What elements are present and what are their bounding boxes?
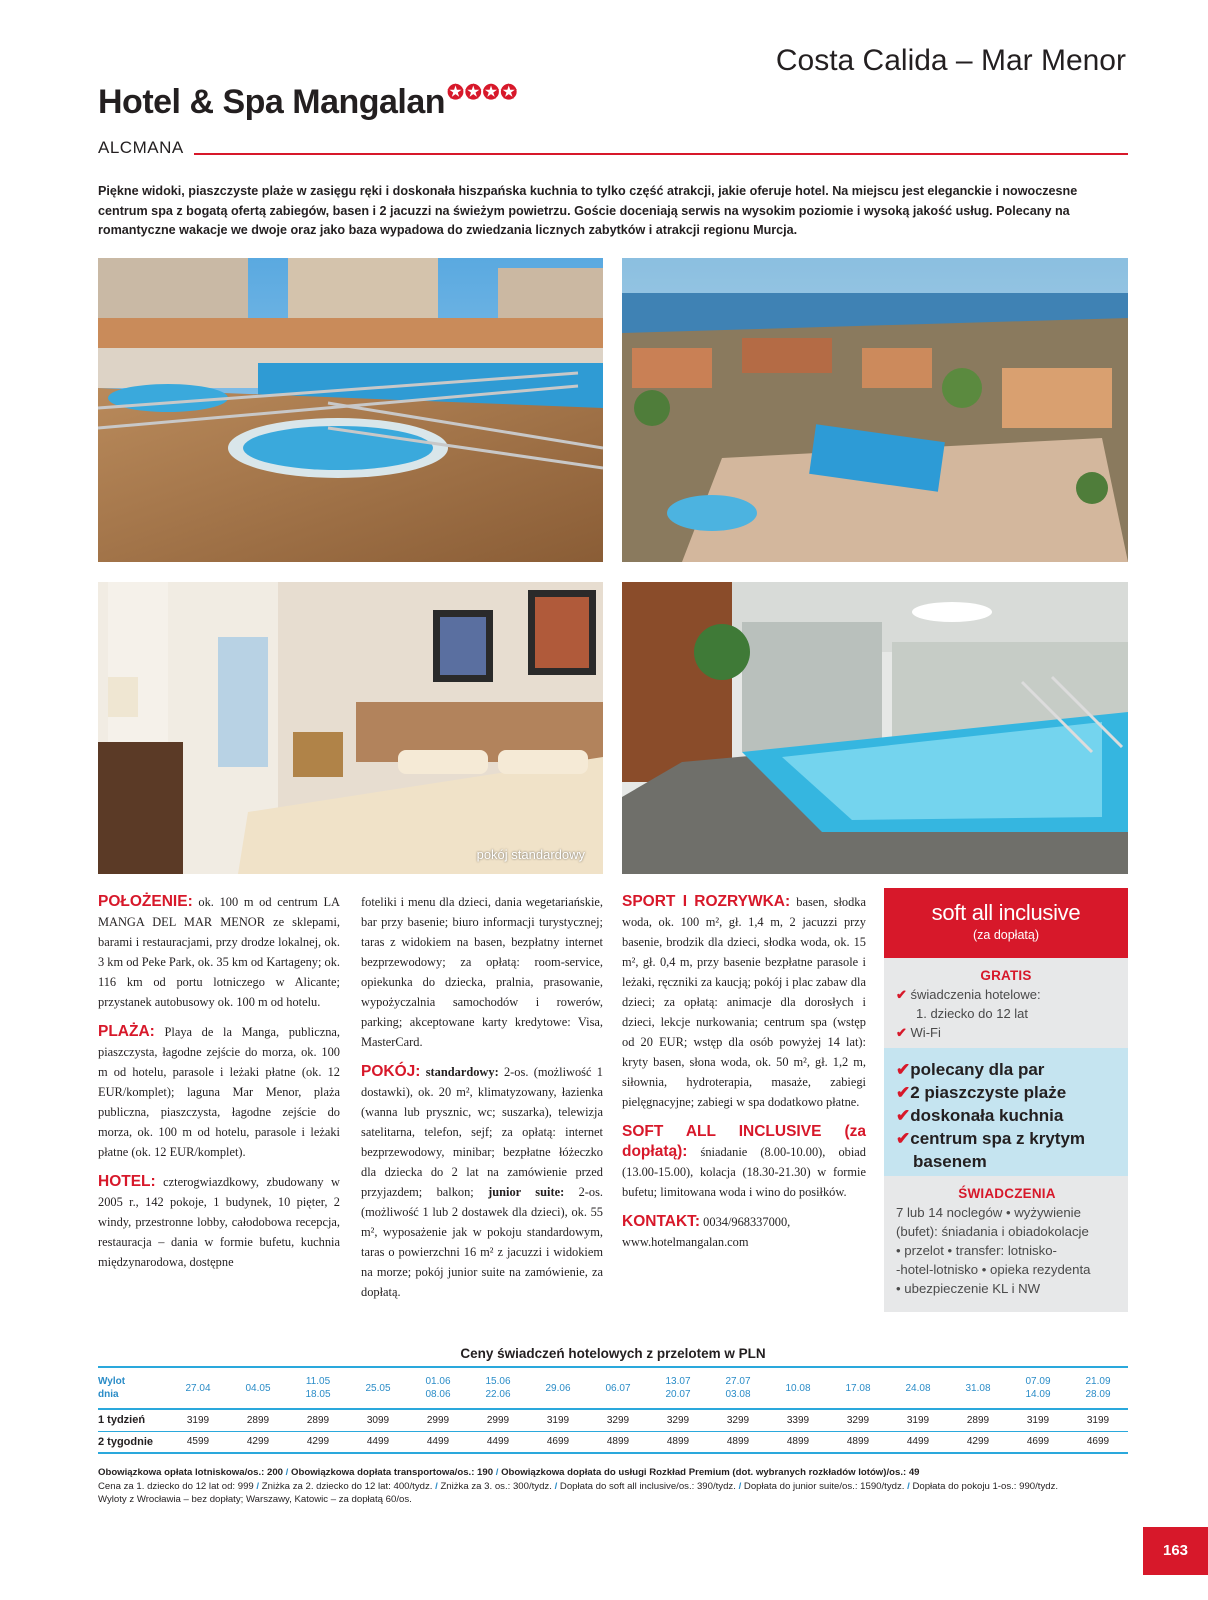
text-column-1: [98, 892, 340, 1282]
services-line: -hotel-lotnisko • opieka rezydenta: [896, 1262, 1091, 1277]
notes-line-2: Cena za 1. dziecko do 12 lat od: 999 / Zniżka za 2. dziecko do 12 lat: 400/tydz. / Zniżka za 3. os.: 300/tydz. / Dopłata do soft all inclusive/os.: 390/tydz. / Dopłata do junior suite/os.: 1590/tydz. / Dopłata do pokoju 1-os.: 990/tydz.: [98, 1480, 1059, 1492]
check-icon: ✔: [896, 1060, 911, 1079]
room-junior-label: junior suite:: [488, 1185, 565, 1199]
standard-room-photo: [98, 582, 603, 874]
hotel-heading: HOTEL:: [98, 1173, 156, 1190]
contact-heading: KONTAKT:: [622, 1213, 701, 1230]
services-line: (bufet): śniadania i obiadokolacje: [896, 1224, 1089, 1239]
price-cell: 3399: [786, 1414, 810, 1426]
services-heading: ŚWIADCZENIA: [958, 1186, 1056, 1201]
date-header: 27.04: [185, 1382, 211, 1394]
date-header: 13.07 20.07: [665, 1376, 691, 1400]
text-column-3: [622, 892, 866, 1262]
check-icon: ✔: [896, 987, 907, 1002]
price-cell: 3299: [726, 1414, 750, 1426]
region-heading: Costa Calida – Mar Menor: [775, 44, 1126, 77]
price-cell: 4699: [546, 1436, 570, 1448]
check-icon: ✔: [896, 1083, 911, 1102]
notes-line-3: Wyloty z Wrocławia – bez dopłaty; Warszawy, Katowic – za dopłatą 60/os.: [98, 1494, 412, 1505]
date-header: 10.08: [785, 1382, 811, 1394]
sport-text: basen, słodka woda, ok. 100 m², gł. 1,4 m, 2 jacuzzi przy basenie, brodzik dla dzieci, słodka woda, ok. 15 m², gł. 0,4 m, przy basenie bezpłatne parasole i leżaki, ręczniki za kaucją; pokój i plac zabaw dla dzieci; za opłatą: animacje dla dorosłych i dzieci, lekcje nurkowania; centrum spa (wstęp od 20 EUR; wstęp dla osób powyżej 14 lat): kryty basen, słona woda, ok. 50 m², gł. 1,2 m, siłownia, hydroterapia, masaże, zabiegi pielęgnacyjne; zabiegi w spa dodatkowo płatne.: [622, 895, 866, 1109]
price-cell: 2999: [486, 1414, 510, 1426]
spa-pool-photo: [622, 582, 1128, 874]
price-cell: 4899: [726, 1436, 750, 1448]
room-standard-text: 2-os. (możliwość 1 dostawki), ok. 20 m², klimatyzowany, łazienka (wanna lub prysznic, wc; suszarka), telewizja satelitarna, telefon, sejf; za opłatą: internet bezprzewodowy, minibar; bezpłatne łóżeczko dla dziecka do 2 lat na zamówienie przed przyjazdem; balkon;: [361, 1065, 603, 1199]
feature-item-continued: basenem: [913, 1152, 987, 1171]
price-cell: 4499: [366, 1436, 390, 1448]
table-row: [98, 1409, 1128, 1431]
date-header: 25.05: [365, 1382, 391, 1394]
price-cell: 3199: [546, 1414, 570, 1426]
notes-line-1: Obowiązkowa opłata lotniskowa/os.: 200 / Obowiązkowa dopłata transportowa/os.: 190 / Obowiązkowa dopłata do usługi Rozkład Premium (dot. wybranych rozkładów lotów)/os.: 49: [98, 1467, 920, 1478]
price-cell: 3199: [1026, 1414, 1050, 1426]
intro-paragraph: Piękne widoki, piaszczyste plaże w zasięgu ręki i doskonała hiszpańska kuchnia to tylko część atrakcji, jakie oferuje hotel. Na miejscu jest eleganckie i nowoczesne centrum spa z bogatą ofertą zabiegów, basen i 2 jacuzzi na świeżym powietrzu. Goście doceniają serwis na wysokim poziomie i wysoką jakość usług. Polecany na romantyczne wakacje we dwoje oraz jako baza wypadowa do zwiedzania licznych zabytków i atrakcji regionu Murcja.: [98, 184, 1078, 237]
price-cell: 3199: [1086, 1414, 1110, 1426]
date-header: 29.06: [545, 1382, 571, 1394]
check-icon: ✔: [896, 1106, 911, 1125]
contact-phone: 0034/968337000,: [703, 1215, 791, 1229]
contact-section: [622, 1212, 866, 1252]
gratis-item: ✔ świadczenia hotelowe:: [896, 987, 1041, 1002]
page-number: 163: [1143, 1527, 1208, 1575]
price-cell: 4899: [786, 1436, 810, 1448]
price-cell: 4699: [1026, 1436, 1050, 1448]
gratis-item: 1. dziecko do 12 lat: [916, 1006, 1029, 1021]
hotel-title: [98, 80, 518, 122]
price-cell: 4299: [966, 1436, 990, 1448]
price-cell: 4899: [666, 1436, 690, 1448]
price-cell: 4499: [426, 1436, 450, 1448]
beach-text: Playa de la Manga, publiczna, piaszczysta, łagodne zejście do morza, ok. 100 m od hotelu, parasole i leżaki płatne (ok. 12 EUR/komplet); laguna Mar Menor, plaża publiczna, piaszczysta, łagodne zejście do morza, ok. 100 m od hotelu, parasole i leżaki płatne (ok. 12 EUR/komplet).: [98, 1025, 340, 1159]
box-subtitle: (za dopłatą): [972, 928, 1039, 942]
hotel-text: czterogwiazdkowy, zbudowany w 2005 r., 142 pokoje, 1 budynek, 10 pięter, 2 windy, przestronne lobby, całodobowa recepcja, restauracja – dania w formie bufetu, kuchnia międzynarodowa, dostępne: [98, 1175, 340, 1269]
hotel-continued: foteliki i menu dla dzieci, dania wegetariańskie, bar przy basenie; biuro informacji turystycznej; taras z widokiem na basen, bezpłatny internet bezprzewodowy; za opłatą: room-service, opiekunka do dziecka, pralnia, prasowanie, wypożyczalnia samochodów i rowerów, parking; akceptowane karty kredytowe: Visa, MasterCard.: [361, 895, 603, 1049]
date-header: 27.07 03.08: [725, 1376, 751, 1400]
check-icon: ✔: [896, 1025, 907, 1040]
price-cell: 3199: [186, 1414, 210, 1426]
sport-heading: SPORT I ROZRYWKA:: [622, 893, 791, 910]
room-heading: POKÓJ:: [361, 1063, 421, 1080]
price-cell: 4499: [486, 1436, 510, 1448]
price-cell: 2899: [966, 1414, 990, 1426]
feature-item: ✔centrum spa z krytym: [896, 1129, 1086, 1148]
sai-text: śniadanie (8.00-10.00), obiad (13.00-15.00), kolacja (18.30-21.30) w formie bufetu; limitowana woda i wino do posiłków.: [622, 1145, 866, 1199]
sport-section: [622, 892, 866, 1112]
box-header: [884, 888, 1128, 958]
date-header: 06.07: [605, 1382, 631, 1394]
services-panel: [884, 1176, 1128, 1312]
date-header: 11.05 18.05: [305, 1376, 331, 1400]
feature-item: ✔2 piaszczyste plaże: [896, 1083, 1067, 1102]
features-panel: [884, 1048, 1128, 1176]
price-cell: 2899: [306, 1414, 330, 1426]
sai-heading: SOFT ALL INCLUSIVE (za dopłatą):: [622, 1123, 866, 1160]
price-cell: 3299: [606, 1414, 630, 1426]
price-table: [98, 1366, 1128, 1454]
price-cell: 3099: [366, 1414, 390, 1426]
services-line: 7 lub 14 noclegów • wyżywienie: [896, 1205, 1081, 1220]
date-header: 21.09 28.09: [1085, 1376, 1111, 1400]
price-cell: 4899: [846, 1436, 870, 1448]
date-header: 17.08: [845, 1382, 871, 1394]
star-rating-icon: ✪✪✪✪: [447, 82, 519, 104]
feature-item: ✔polecany dla par: [896, 1060, 1045, 1079]
hotel-section: [98, 1172, 340, 1272]
beach-heading: PLAŻA:: [98, 1023, 155, 1040]
contact-website[interactable]: www.hotelmangalan.com: [622, 1235, 749, 1249]
gratis-item: ✔ Wi-Fi: [896, 1025, 941, 1040]
pool-deck-photo: [98, 258, 603, 562]
table-row: [98, 1431, 1128, 1453]
services-line: • przelot • transfer: lotnisko-: [896, 1243, 1057, 1258]
row-label: 1 tydzień: [98, 1414, 146, 1427]
room-photo-caption: pokój standardowy: [476, 847, 585, 862]
gratis-heading: GRATIS: [980, 968, 1032, 983]
check-icon: ✔: [896, 1129, 911, 1148]
date-header: 24.08: [905, 1382, 931, 1394]
date-header: 15.06 22.06: [485, 1376, 511, 1400]
feature-item: ✔doskonała kuchnia: [896, 1106, 1064, 1125]
hotel-name: Hotel & Spa Mangalan: [98, 83, 446, 121]
room-section: [361, 1062, 603, 1302]
date-header: 31.08: [965, 1382, 991, 1394]
price-table-title: Ceny świadczeń hotelowych z przelotem w PLN: [460, 1346, 766, 1361]
price-cell: 3199: [906, 1414, 930, 1426]
row-label: 2 tygodnie: [98, 1435, 154, 1448]
box-title: soft all inclusive: [931, 900, 1081, 925]
price-cell: 4299: [246, 1436, 270, 1448]
room-standard-label: standardowy:: [425, 1065, 499, 1079]
price-cell: 4299: [306, 1436, 330, 1448]
table-header-row: [98, 1367, 1128, 1409]
departure-header: Wylot dnia: [98, 1376, 126, 1400]
location-section: [98, 892, 340, 1012]
location-label: ALCMANA: [98, 138, 184, 157]
services-line: • ubezpieczenie KL i NW: [896, 1281, 1041, 1296]
date-header: 01.06 08.06: [425, 1376, 451, 1400]
date-header: 07.09 14.09: [1025, 1376, 1051, 1400]
price-notes: [98, 1466, 1128, 1507]
aerial-view-photo: [622, 258, 1128, 562]
price-cell: 4599: [186, 1436, 210, 1448]
price-cell: 2999: [426, 1414, 450, 1426]
beach-section: [98, 1022, 340, 1162]
header-divider: [194, 153, 1128, 155]
gratis-panel: [884, 958, 1128, 1048]
price-cell: 3299: [666, 1414, 690, 1426]
price-cell: 4499: [906, 1436, 930, 1448]
price-cell: 3299: [846, 1414, 870, 1426]
sai-section: [622, 1122, 866, 1202]
location-text: ok. 100 m od centrum LA MANGA DEL MAR MENOR ze sklepami, barami i restauracjami, przy drodze lokalnej, ok. 3 km od Peke Park, ok. 35 km od Kartageny; ok. 116 km od portu lotniczego w Alicante; przystanek autobusowy ok. 100 m od hotelu.: [98, 895, 340, 1009]
date-header: 04.05: [245, 1382, 271, 1394]
text-column-2: [361, 892, 603, 1312]
price-cell: 2899: [246, 1414, 270, 1426]
room-junior-text: 2-os. (możliwość 1 lub 2 dostawek dla dzieci), ok. 55 m², wyposażenie jak w pokoju standardowym, taras o powierzchni 16 m² z jacuzzi i widokiem na morze; pokój junior suite na zamówienie, za dopłatą.: [361, 1185, 604, 1299]
price-cell: 4699: [1086, 1436, 1110, 1448]
soft-all-inclusive-box: [884, 888, 1128, 1312]
location-heading: POŁOŻENIE:: [98, 893, 193, 910]
price-cell: 4899: [606, 1436, 630, 1448]
